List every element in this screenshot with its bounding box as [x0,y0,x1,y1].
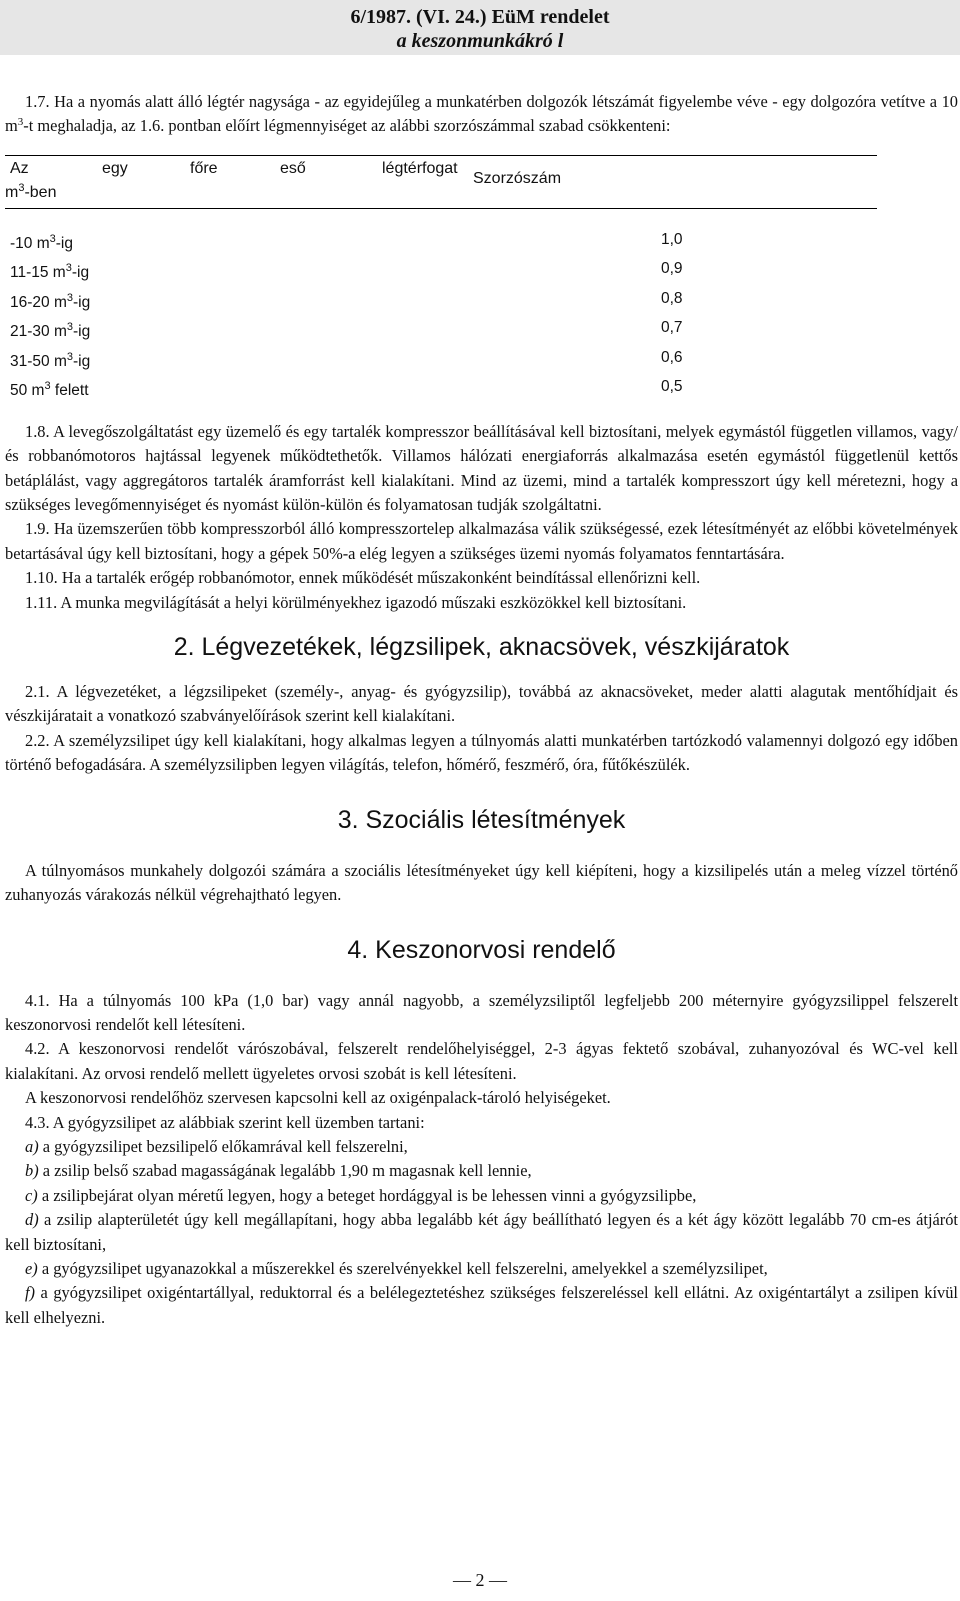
list-item-f: f) a gyógyzsilipet oxigéntartállyal, reduktorral és a belélegeztetéshez szükséges felszereléssel kell ellátni. Az oxigéntartályt a zsilipen kívül kell elhelyezni. [5,1283,958,1327]
paragraph-4-2-b: A keszonorvosi rendelőhöz szervesen kapcsolni kell az oxigénpalack-tároló helyiségeket. [25,1088,611,1108]
page-number: — 2 — [453,1570,507,1590]
table-header-multiplier: Szorzószám [473,169,562,187]
table-header-unit: $m^3$-ben [5,181,57,201]
document-body [5,90,958,1330]
header-subtitle: a keszonmunkákró l [396,30,564,52]
table-row [5,289,877,324]
table-value: 0,9 [661,260,683,278]
table-row [5,260,877,294]
paragraph-1-7: 1.7. Ha a nyomás alatt álló légtér nagysága - az egyidejűleg a munkatérben dolgozók létszámát figyelembe véve - egy dolgozóra vetítve a 10 $m^3-t$ meghaladja, az 1.6. pontban előírt légmennyiséget az alábbi szorzószámmal szabad csökkenteni: [5,92,958,136]
header-title: 6/1987. (VI. 24.) EüM rendelet [350,6,610,28]
table-row [5,319,877,353]
section-2-heading: 2. Légvezetékek, légzsilipek, aknacsövek, vészkijáratok [173,633,790,662]
table-header [5,156,877,208]
table-row [5,378,877,412]
table-range: -10 $m^3-ig$ [10,232,73,252]
section-3-heading: 3. Szociális létesítmények [337,805,626,834]
table-value: 0,5 [661,378,683,396]
table-range: 11-15 $m^3-ig$ [10,262,90,282]
list-item-e: e) a gyógyzsilipet ugyanazokkal a műszerekkel és szerelvényekkel kell felszerelni, amelyekkel a személyzsilipet, [25,1258,768,1278]
table-row [5,230,877,265]
paragraph-2-2: 2.2. A személyzsilipet úgy kell kialakítani, hogy alkalmas legyen a túlnyomás alatti munkatérben tartózkodó valamennyi dolgozó egy időben történő befogadására. A személyzsilipben legyen világítás, telefon, hőmérő, feszmérő, óra, fűtőkészülék. [5,730,958,775]
table-header-word: eső [280,159,306,177]
table-range: 50 $m^3$ felett [10,380,89,400]
list-item-c: c) a zsilipbejárat olyan méretű legyen, hogy a beteget hordággyal is be lehessen vinni a gyógyzsilipbe, [25,1185,697,1205]
table-range: 21-30 $m^3-ig$ [10,321,91,341]
list-item-b: b) a zsilip belső szabad magasságának legalább 1,90 m magasnak kell lennie, [25,1161,532,1181]
table-header-word: főre [190,159,218,177]
table-range: 31-50 $m^3-ig$ [10,350,91,370]
paragraph-1-9: 1.9. Ha üzemszerűen több kompresszorból álló kompresszortelep alkalmazása válik szükségessé, ezek létesítményét az előbbi követelmények betartásával úgy kell biztosítani, hogy a gépek 50%-a elég legyen a szükséges üzemi nyomás folyamatos fenntartására. [5,519,958,563]
paragraph-2-1: 2.1. A légvezetéket, a légzsilipeket (személy-, anyag- és gyógyzsilip), továbbá az aknacsöveket, meder alatti alagutak mentőhídjait és vészkijáratait a vonatkozó szabványelőírások szerint kell kialakítani. [5,682,958,726]
table-range: 16-20 $m^3-ig$ [10,291,91,311]
table-value: 0,7 [661,319,683,337]
section-4-heading: 4. Keszonorvosi rendelő [347,935,616,964]
table-value: 1,0 [661,230,683,248]
paragraph-1-11: 1.11. A munka megvilágítását a helyi körülményekhez igazodó műszaki eszközökkel kell biztosítani. [25,592,687,612]
table-header-word: Az [10,159,29,177]
list-item-a: a) a gyógyzsilipet bezsilipelő előkamrával kell felszerelni, [25,1136,408,1156]
table-header-word: egy [102,159,128,177]
table-value: 0,6 [661,348,683,366]
list-item-d: d) a zsilip alapterületét úgy kell megállapítani, hogy abba legalább két ágy beállítható legyen és a két ágy között legalább 70 cm-es átjárót kell biztosítani, [5,1210,958,1254]
paragraph-1-10: 1.10. Ha a tartalék erőgép robbanómotor, ennek működését műszakonként beindítással ellenőrizni kell. [25,568,701,588]
table-header-word: légtérfogat [382,159,458,177]
paragraph-3: A túlnyomásos munkahely dolgozói számára a szociális létesítményeket úgy kell kiépíteni, hogy a kizsilipelés után a meleg vízzel történő zuhanyozás várakozás nélkül végrehajtható legyen. [5,860,958,905]
paragraph-4-3: 4.3. A gyógyzsilipet az alábbiak szerint kell üzemben tartani: [25,1112,425,1132]
table-body [5,209,877,412]
paragraph-4-1: 4.1. Ha a túlnyomás 100 kPa (1,0 bar) vagy annál nagyobb, a személyzsiliptől legfeljebb 200 méternyire gyógyzsilippel felszerelt keszonorvosi rendelőt kell létesíteni. [5,990,958,1034]
table-value: 0,8 [661,289,683,307]
paragraph-4-2: 4.2. A keszonorvosi rendelőt várószobával, felszerelt rendelőhelyiséggel, 2-3 ágyas fektető szobával, zuhanyozóval és WC-vel kell kialakítani. Az orvosi rendelő mellett ügyeletes orvosi szobát is kell létesíteni. [5,1039,958,1083]
multiplier-table [5,155,877,412]
table-row [5,348,877,383]
paragraph-1-8: 1.8. A levegőszolgáltatást egy üzemelő és egy tartalék kompresszor beállításával kell biztosítani, melyek egymástól független villamos, vagy/és robbanómotoros hajtással legyenek működtethetők. Villamos hálózati energiaforrás alkalmazása esetén egymástól függetlenül kettős betáplálást, vagy aggregátoros tartalék áramforrást kell kialakítani. Mind az üzemi, mind a tartalék kompresszort úgy kell méretezni, hogy a szükséges levegőmennyiséget és nyomást külön-külön és folyamatosan tudják szolgáltatni. [5,421,958,515]
document-header [0,0,960,55]
